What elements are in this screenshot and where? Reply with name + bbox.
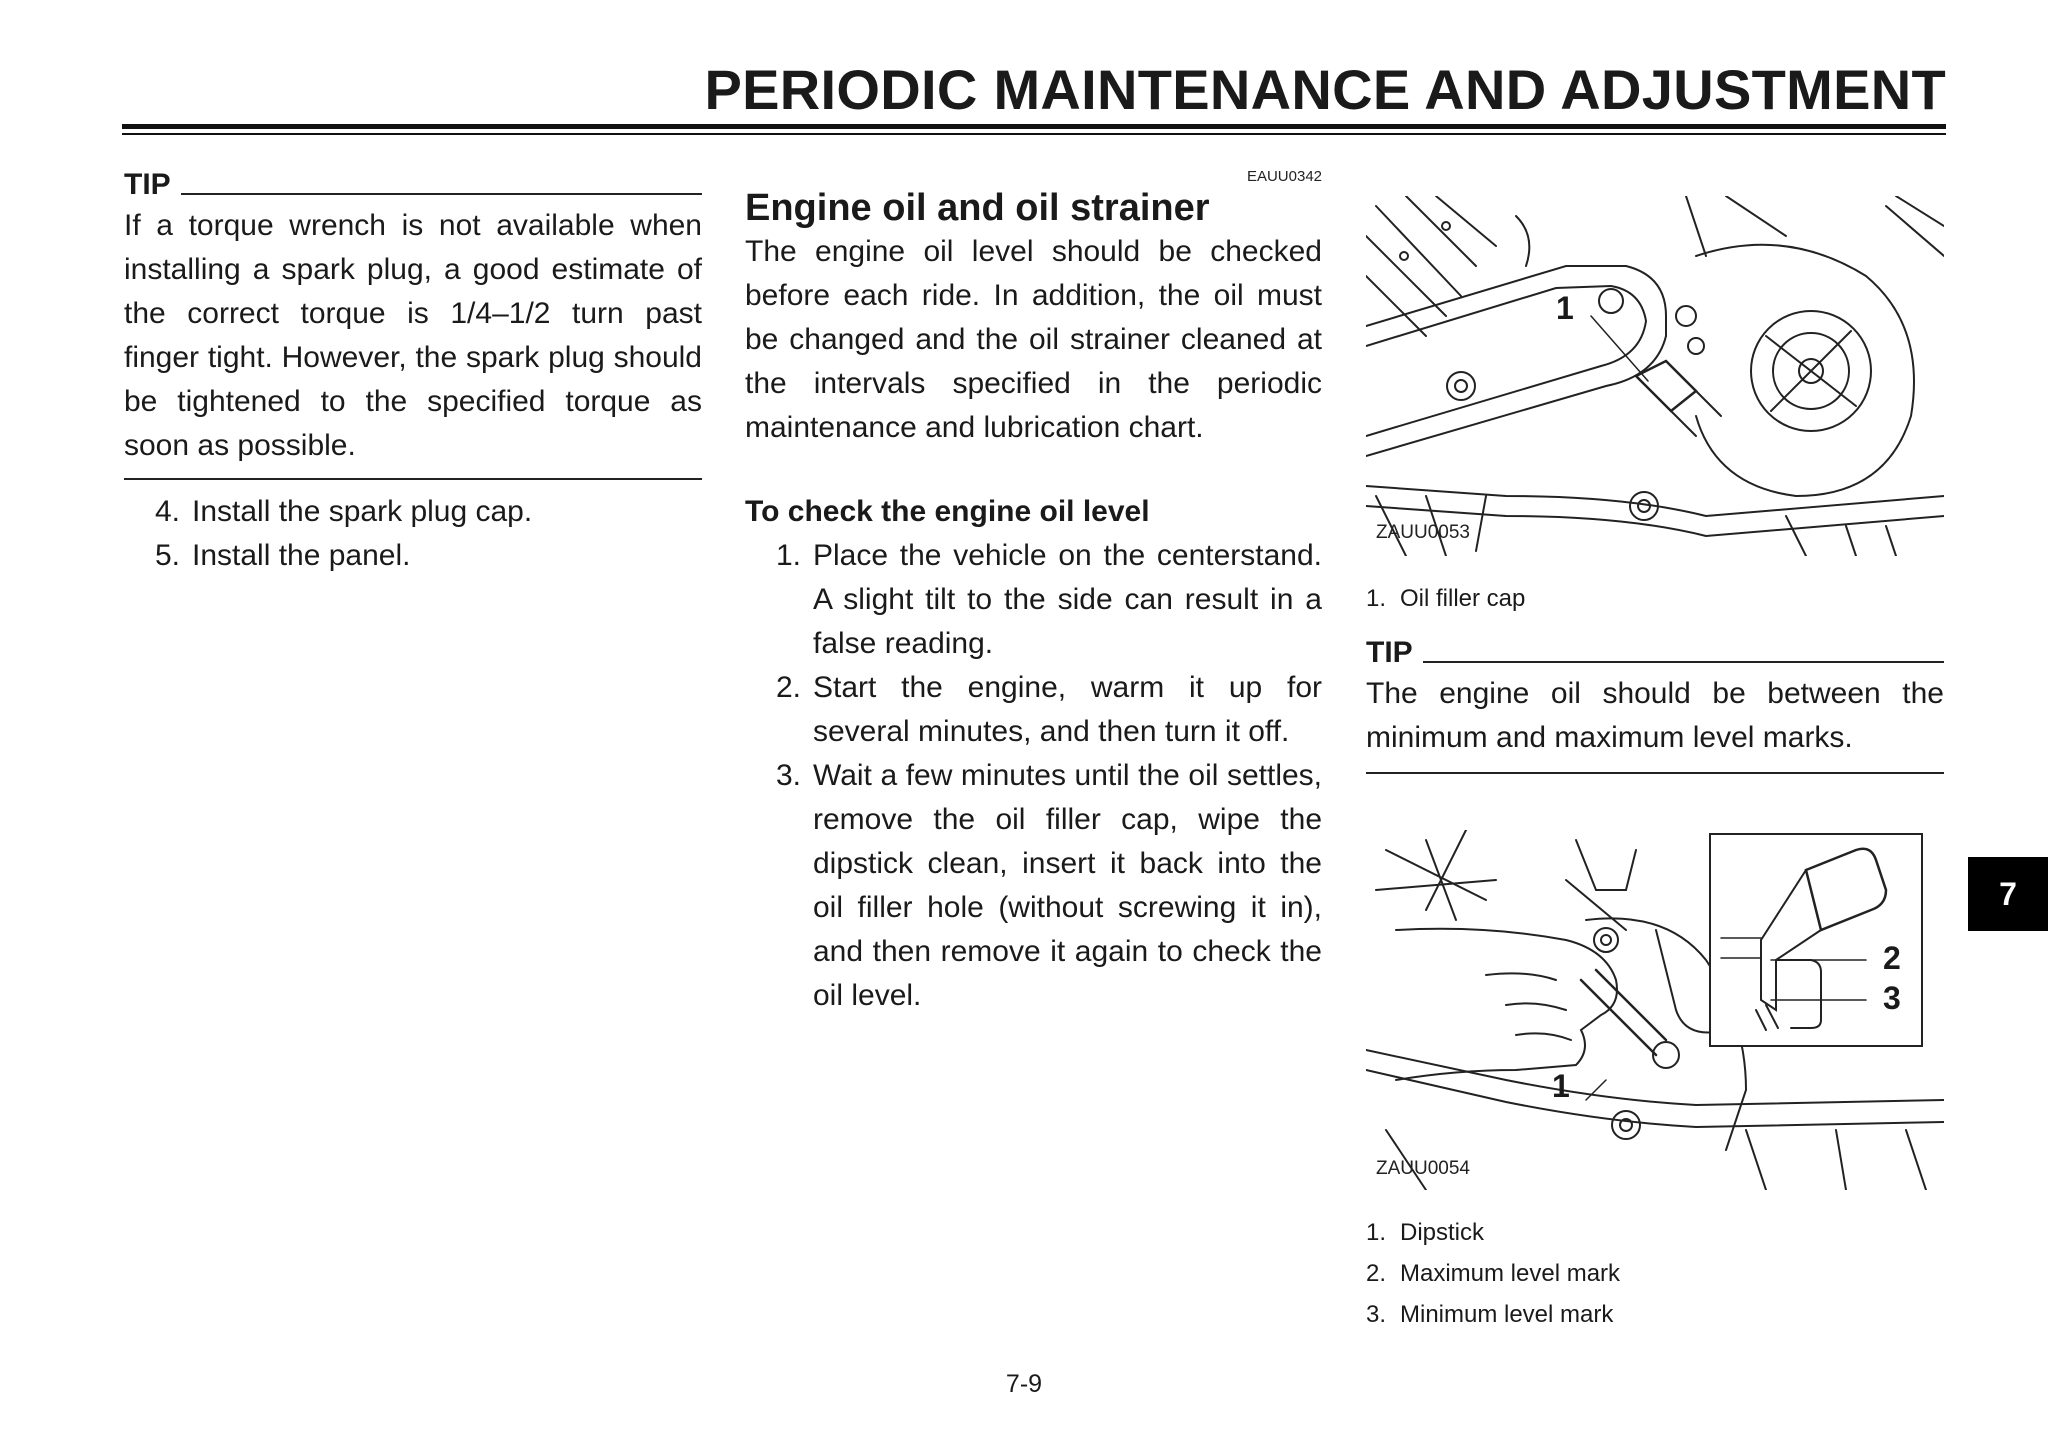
step-text: Start the engine, warm it up for several minutes, and then turn it off. (813, 671, 1322, 748)
step-list (124, 490, 702, 578)
tip-label: TIP (124, 168, 171, 201)
subsection-title: To check the engine oil level (745, 495, 1150, 528)
tip-rule (1423, 661, 1944, 663)
caption-number: 1. (1366, 585, 1387, 612)
callout-3: 3 (1883, 980, 1901, 1016)
figure-code: ZAUU0053 (1376, 522, 1470, 543)
list-item (124, 490, 702, 534)
figure2-caption (1366, 1212, 1944, 1335)
caption-number: 3. (1366, 1301, 1387, 1328)
caption-item (1366, 1294, 1944, 1335)
tip-heading (124, 168, 702, 202)
tip-text: If a torque wrench is not available when installing a spark plug, a good estimate of the correct torque is 1/4–1/2 turn past finger tight. However, the spark plug should be tightened to the specified torque as soon as possible. (124, 204, 702, 480)
figure-code: ZAUU0054 (1376, 1158, 1470, 1179)
tip-box (124, 168, 702, 480)
list-item (745, 666, 1322, 754)
tip-label: TIP (1366, 636, 1413, 669)
section-intro: The engine oil level should be checked before each ride. In addition, the oil must be changed and the oil strainer cleaned at the intervals specified in the periodic maintenance and lubrication chart. (745, 235, 1322, 444)
dipstick-illustration (1366, 830, 1944, 1190)
caption-text: Maximum level mark (1400, 1260, 1621, 1287)
tip-rule (181, 193, 702, 195)
section-code: EAUU0342 (1246, 168, 1322, 185)
tip-heading (1366, 636, 1944, 670)
list-item (745, 534, 1322, 666)
left-column (124, 168, 702, 578)
step-text: Place the vehicle on the centerstand. A slight tilt to the side can result in a false reading. (813, 539, 1322, 660)
caption-text: Minimum level mark (1400, 1301, 1614, 1328)
callout-1: 1 (1556, 290, 1574, 326)
step-number: 2. (775, 671, 801, 704)
callout-2: 2 (1883, 940, 1901, 976)
check-steps (745, 534, 1322, 1018)
step-number: 4. (154, 495, 180, 528)
tip-box-right (1366, 636, 1944, 774)
figure-oil-filler-cap (1366, 196, 1944, 556)
chapter-tab: 7 (1968, 857, 2048, 931)
caption-number: 2. (1366, 1260, 1387, 1287)
callout-1: 1 (1552, 1068, 1570, 1104)
step-number: 5. (154, 539, 180, 572)
section-title: Engine oil and oil strainer (745, 187, 1210, 229)
figure-dipstick (1366, 830, 1944, 1190)
tip-text: The engine oil should be between the minimum and maximum level marks. (1366, 672, 1944, 774)
header-rule-thin (122, 133, 1946, 135)
page-title: PERIODIC MAINTENANCE AND ADJUSTMENT (704, 58, 1946, 121)
caption-item (1366, 1253, 1944, 1294)
caption-item (1366, 1212, 1944, 1253)
caption-number: 1. (1366, 1219, 1387, 1246)
caption-text: Dipstick (1400, 1219, 1485, 1246)
list-item (124, 534, 702, 578)
step-number: 3. (775, 759, 801, 792)
figure1-caption (1366, 578, 1944, 619)
list-item (745, 754, 1322, 1018)
caption-text: Oil filler cap (1400, 585, 1526, 612)
oil-filler-cap-illustration (1366, 196, 1944, 556)
middle-column (745, 186, 1322, 1018)
step-text: Install the spark plug cap. (192, 495, 533, 528)
step-text: Wait a few minutes until the oil settles, remove the oil filler cap, wipe the dipstick clean, insert it back into the oil filler hole (without screwing it in), and then remove it again to check the oil level. (813, 759, 1322, 1012)
page-number: 7-9 (1005, 1370, 1043, 1398)
caption-item (1366, 578, 1944, 619)
header-rule-thick (122, 124, 1946, 129)
step-number: 1. (775, 539, 801, 572)
step-text: Install the panel. (192, 539, 411, 572)
